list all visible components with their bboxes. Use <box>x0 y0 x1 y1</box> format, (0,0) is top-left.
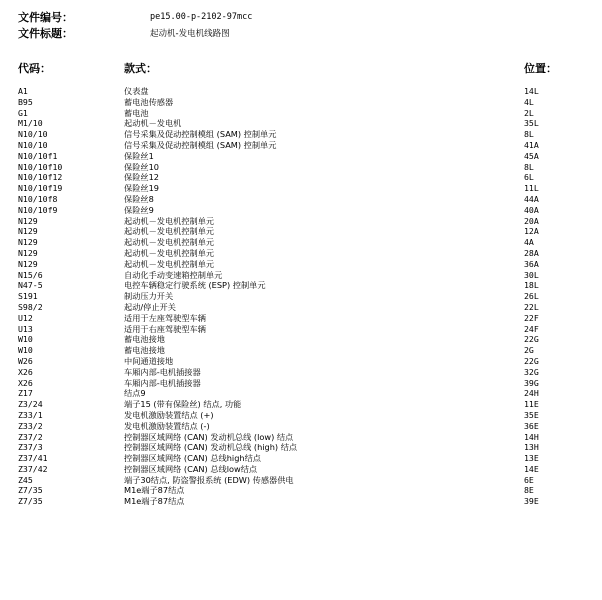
row-position: 30L <box>524 269 539 280</box>
row-description: 信号采集及促动控制模组 (SAM) 控制单元 <box>124 139 277 150</box>
row-position: 28A <box>524 247 539 258</box>
row-description: 车厢内部-电机插接器 <box>124 366 201 377</box>
row-position: 13H <box>524 442 539 453</box>
row-position: 13E <box>524 453 539 464</box>
table-row <box>18 237 588 248</box>
table-row <box>18 248 588 259</box>
row-description: 适用于左座驾驶型车辆 <box>124 312 206 323</box>
row-position: 14L <box>524 86 539 96</box>
row-position: 39G <box>524 377 539 388</box>
column-header-row <box>18 60 588 76</box>
row-code: Z37/3 <box>18 442 43 453</box>
row-description: 保险丝9 <box>124 204 154 215</box>
table-row <box>18 367 588 378</box>
table-row <box>18 464 588 475</box>
row-description: 蓄电池传感器 <box>124 96 174 107</box>
row-position: 36E <box>524 420 539 431</box>
row-position: 36A <box>524 258 539 269</box>
row-position: 4L <box>524 96 534 107</box>
row-description: 起动机－发电机控制单元 <box>124 237 215 248</box>
row-code: W10 <box>18 345 33 356</box>
table-row <box>18 356 588 367</box>
row-code: Z3/24 <box>18 399 43 410</box>
row-description: 适用于右座驾驶型车辆 <box>124 323 206 334</box>
row-code: N10/10f9 <box>18 204 58 215</box>
table-row <box>18 302 588 313</box>
row-description: 结点9 <box>124 388 146 399</box>
row-description: 控制器区域网络 (CAN) 发动机总线 (high) 结点 <box>124 442 298 453</box>
table-row <box>18 345 588 356</box>
table-row <box>18 291 588 302</box>
table-row <box>18 118 588 129</box>
row-code: N10/10f19 <box>18 183 63 194</box>
row-code: X26 <box>18 377 33 388</box>
row-code: N10/10f1 <box>18 150 58 161</box>
row-position: 8E <box>524 485 534 496</box>
file-title-row <box>18 25 588 41</box>
row-description: 控制器区域网络 (CAN) 总线low结点 <box>124 463 258 474</box>
table-row <box>18 280 588 291</box>
table-row <box>18 399 588 410</box>
row-position: 22G <box>524 334 539 345</box>
row-description: 中间通道接地 <box>124 355 174 366</box>
row-position: 32G <box>524 366 539 377</box>
row-position: 20A <box>524 215 539 226</box>
table-row <box>18 432 588 443</box>
row-code: N10/10 <box>18 139 48 150</box>
row-position: 24F <box>524 323 539 334</box>
row-code: N10/10f12 <box>18 172 63 183</box>
row-position: 12A <box>524 226 539 237</box>
row-description: 信号采集及促动控制模组 (SAM) 控制单元 <box>124 129 277 140</box>
row-code: X26 <box>18 366 33 377</box>
row-description: 蓄电池 <box>124 107 149 118</box>
row-code: N10/10 <box>18 129 48 140</box>
file-number-value: pe15.00-p-2102-97mcc <box>150 12 253 22</box>
column-header-description: 款式： <box>124 62 157 75</box>
row-position: 24H <box>524 388 539 399</box>
table-row <box>18 475 588 486</box>
row-code: Z7/35 <box>18 485 43 496</box>
row-code: S98/2 <box>18 301 43 312</box>
row-description: 保险丝12 <box>124 172 159 183</box>
table-row <box>18 496 588 507</box>
row-position: 22L <box>524 301 539 312</box>
table-row <box>18 162 588 173</box>
table-row <box>18 183 588 194</box>
row-code: N129 <box>18 215 38 226</box>
row-description: 制动压力开关 <box>124 291 174 302</box>
row-position: 41A <box>524 139 539 150</box>
row-position: 39E <box>524 496 539 507</box>
table-row <box>18 378 588 389</box>
row-code: A1 <box>18 86 28 96</box>
file-title-label: 文件标题： <box>18 27 73 40</box>
file-number-label: 文件编号： <box>18 11 73 24</box>
table-row <box>18 97 588 108</box>
row-code: Z37/2 <box>18 431 43 442</box>
row-position: 40A <box>524 204 539 215</box>
table-row <box>18 108 588 119</box>
table-row <box>18 324 588 335</box>
row-position: 8L <box>524 161 534 172</box>
column-header-position: 位置： <box>524 62 557 75</box>
row-description: 起动机－发电机 <box>124 118 182 129</box>
file-title-value: 起动机-发电机线路图 <box>150 29 230 39</box>
row-code: B95 <box>18 96 33 107</box>
row-position: 35E <box>524 409 539 420</box>
row-code: N10/10f10 <box>18 161 63 172</box>
column-header-code: 代码： <box>18 62 51 75</box>
table-row <box>18 334 588 345</box>
row-position: 14H <box>524 431 539 442</box>
row-description: 仪表盘 <box>124 86 149 96</box>
table-row <box>18 226 588 237</box>
table-row <box>18 270 588 281</box>
row-description: 起动/停止开关 <box>124 301 176 312</box>
row-description: 自动化手动变速箱控制单元 <box>124 269 223 280</box>
table-row <box>18 86 588 97</box>
row-code: M1/10 <box>18 118 43 129</box>
row-description: 蓄电池接地 <box>124 334 165 345</box>
row-description: M1e端子87结点 <box>124 485 185 496</box>
row-description: 端子30结点, 防盗警报系统 (EDW) 传感器供电 <box>124 474 294 485</box>
table-row <box>18 151 588 162</box>
row-position: 26L <box>524 291 539 302</box>
row-position: 44A <box>524 193 539 204</box>
table-row <box>18 421 588 432</box>
row-code: S191 <box>18 291 38 302</box>
table-row <box>18 388 588 399</box>
row-position: 22F <box>524 312 539 323</box>
row-description: 起动机－发电机控制单元 <box>124 247 215 258</box>
row-position: 11E <box>524 399 539 410</box>
row-code: Z17 <box>18 388 33 399</box>
row-code: Z37/41 <box>18 453 48 464</box>
row-description: 保险丝1 <box>124 150 154 161</box>
row-description: 控制器区域网络 (CAN) 总线high结点 <box>124 453 261 464</box>
row-description: 起动机－发电机控制单元 <box>124 226 215 237</box>
row-description: 端子15 (带有保险丝) 结点, 功能 <box>124 399 242 410</box>
row-description: 保险丝8 <box>124 193 154 204</box>
row-code: Z7/35 <box>18 496 43 507</box>
row-code: N129 <box>18 247 38 258</box>
row-description: 蓄电池接地 <box>124 345 165 356</box>
row-description: 车厢内部-电机插接器 <box>124 377 201 388</box>
table-row <box>18 313 588 324</box>
table-row <box>18 259 588 270</box>
row-description: M1e端子87结点 <box>124 496 185 507</box>
row-position: 11L <box>524 183 539 194</box>
row-position: 6L <box>524 172 534 183</box>
table-row <box>18 485 588 496</box>
row-description: 保险丝10 <box>124 161 159 172</box>
table-row <box>18 194 588 205</box>
row-position: 2L <box>524 107 534 118</box>
row-code: N47-5 <box>18 280 43 291</box>
row-code: N15/6 <box>18 269 43 280</box>
table-row <box>18 216 588 227</box>
table-row <box>18 453 588 464</box>
table-row <box>18 205 588 216</box>
row-position: 18L <box>524 280 539 291</box>
row-position: 14E <box>524 463 539 474</box>
table-row <box>18 172 588 183</box>
row-description: 控制器区域网络 (CAN) 发动机总线 (low) 结点 <box>124 431 294 442</box>
row-code: G1 <box>18 107 28 118</box>
component-table <box>18 86 588 507</box>
row-code: Z33/1 <box>18 409 43 420</box>
row-code: W26 <box>18 355 33 366</box>
row-position: 4A <box>524 237 534 248</box>
file-number-row <box>18 9 588 25</box>
row-code: N129 <box>18 226 38 237</box>
row-code: N10/10f8 <box>18 193 58 204</box>
row-code: U13 <box>18 323 33 334</box>
row-description: 起动机－发电机控制单元 <box>124 258 215 269</box>
row-code: N129 <box>18 237 38 248</box>
table-row <box>18 442 588 453</box>
row-position: 35L <box>524 118 539 129</box>
row-position: 6E <box>524 474 534 485</box>
row-position: 45A <box>524 150 539 161</box>
row-code: U12 <box>18 312 33 323</box>
table-row <box>18 129 588 140</box>
row-position: 8L <box>524 129 534 140</box>
row-description: 保险丝19 <box>124 183 159 194</box>
row-position: 2G <box>524 345 534 356</box>
table-row <box>18 140 588 151</box>
row-code: N129 <box>18 258 38 269</box>
row-description: 起动机－发电机控制单元 <box>124 215 215 226</box>
row-code: Z33/2 <box>18 420 43 431</box>
row-description: 发电机激励装置结点 (+) <box>124 409 214 420</box>
row-description: 发电机激励装置结点 (-) <box>124 420 210 431</box>
row-code: Z45 <box>18 474 33 485</box>
row-description: 电控车辆稳定行驶系统 (ESP) 控制单元 <box>124 280 266 291</box>
row-code: Z37/42 <box>18 463 48 474</box>
document-header <box>18 9 588 41</box>
table-row <box>18 410 588 421</box>
row-position: 22G <box>524 355 539 366</box>
row-code: W10 <box>18 334 33 345</box>
